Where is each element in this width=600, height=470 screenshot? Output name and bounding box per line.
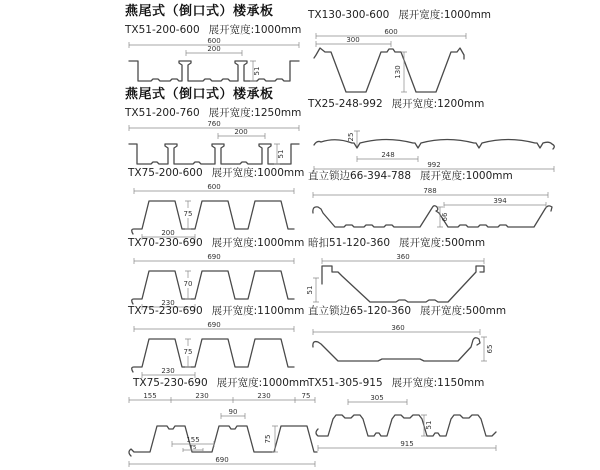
- profile-diagram-tx25-248-992: [308, 115, 568, 173]
- dim-overall-label: 690: [207, 253, 221, 261]
- width-label: 展开宽度:1000mm: [398, 9, 492, 21]
- model-line: [125, 105, 310, 120]
- dim-small-label: 75: [189, 445, 197, 451]
- panel-tx25-248-992: [308, 94, 593, 173]
- dim-pitch-label: 248: [381, 151, 395, 159]
- model-label: TX51-200-760: [125, 106, 200, 119]
- model-label: 暗扣51-120-360: [308, 237, 391, 249]
- dim-height-label: 70: [183, 280, 193, 288]
- panel-lockseam-66-394-788: [308, 166, 593, 239]
- model-line: [125, 22, 310, 37]
- model-line: [308, 96, 593, 111]
- dim-seg2-label: 230: [195, 392, 209, 400]
- panel-tx51-200-760: [125, 88, 310, 170]
- width-label: 展开宽度:1100mm: [211, 305, 305, 317]
- dim-seg4-label: 75: [301, 392, 311, 400]
- dimension-line: [129, 397, 315, 403]
- profile-diagram-tx75-230-690: [128, 321, 303, 381]
- width-label: 展开宽度:1000mm: [211, 237, 305, 249]
- dim-pitch-label: 200: [161, 229, 175, 237]
- dim-overall-label: 690: [207, 321, 221, 329]
- width-label: 展开宽度:500mm: [399, 237, 486, 249]
- panel-tx75-230-690: [128, 301, 308, 381]
- dim-overall-label: 600: [384, 28, 398, 36]
- model-line: [128, 303, 308, 318]
- width-label: 展开宽度:1000mm: [208, 23, 302, 36]
- profile-outline: [313, 338, 480, 361]
- dim-overall-label: 600: [207, 183, 221, 191]
- model-line: [308, 168, 593, 183]
- panel-tx130-300-600: [308, 5, 593, 100]
- dim-pitch-label: 305: [370, 394, 384, 402]
- dim-seg1-label: 155: [143, 392, 157, 400]
- model-label: TX25-248-992: [308, 98, 383, 110]
- profile-outline: [129, 61, 299, 81]
- model-label: TX75-230-690: [128, 305, 203, 317]
- dim-height-label: 51: [425, 420, 433, 430]
- model-label: TX130-300-600: [308, 9, 390, 21]
- width-label: 展开宽度:1200mm: [391, 98, 485, 110]
- dim-height-label: 25: [347, 132, 355, 142]
- profile-outline: [313, 206, 552, 227]
- model-label: TX51-200-600: [125, 23, 200, 36]
- panel-tx75-230-690-detail: [125, 373, 335, 470]
- width-label: 展开宽度:1000mm: [211, 167, 305, 179]
- model-label: 直立锁边65-120-360: [308, 305, 412, 317]
- profile-outline: [322, 266, 484, 302]
- dim-height-label: 130: [394, 65, 402, 79]
- profile-outline: [132, 339, 294, 372]
- dim-pitch-label: 200: [234, 127, 248, 136]
- dim-pitch-label: 230: [161, 299, 175, 307]
- profile-outline: [129, 426, 317, 456]
- profile-outline: [314, 48, 464, 92]
- model-label: TX51-305-915: [308, 377, 383, 389]
- model-label: TX75-230-690: [133, 377, 208, 389]
- width-label: 展开宽度:1000mm: [216, 377, 310, 389]
- width-label: 展开宽度:1000mm: [420, 170, 513, 182]
- panel-heading: 燕尾式（倒口式）楼承板: [125, 87, 274, 102]
- dim-height-label: 51: [306, 285, 314, 295]
- model-line: [308, 235, 593, 250]
- dim-height-label: 66: [441, 212, 449, 222]
- width-label: 展开宽度:1250mm: [208, 106, 302, 119]
- dim-height-label: 75: [183, 348, 193, 356]
- dim-overall-label: 788: [423, 187, 437, 195]
- profile-diagram-lockseam-65-120-360: [308, 323, 568, 375]
- profile-diagram-tx51-200-600: [125, 37, 305, 87]
- model-label: TX75-200-600: [128, 167, 203, 179]
- profile-diagram-tx51-305-915: [310, 392, 570, 464]
- model-line: [308, 375, 593, 390]
- panel-heading: 燕尾式（倒口式）楼承板: [125, 4, 274, 19]
- dim-overall-label: 360: [391, 324, 405, 332]
- dim-overall-label: 915: [400, 440, 414, 448]
- profile-diagram-tx75-230-690-detail: [125, 392, 325, 470]
- profile-outline: [132, 271, 294, 304]
- profile-outline: [132, 201, 294, 234]
- width-label: 展开宽度:500mm: [420, 305, 507, 317]
- panel-tx51-200-600: [125, 5, 310, 87]
- model-line: [128, 235, 308, 250]
- panel-concealed-51-120-360: [308, 233, 593, 310]
- dim-height-label: 65: [486, 344, 494, 354]
- model-line: [133, 375, 335, 390]
- dim-overall-label: 600: [207, 36, 221, 45]
- model-label: 直立锁边66-394-788: [308, 170, 412, 182]
- model-line: [308, 7, 593, 22]
- model-line: [308, 303, 593, 318]
- dim-height-label: 51: [277, 149, 285, 159]
- dim-height-label: 75: [183, 210, 193, 218]
- width-label: 展开宽度:1150mm: [391, 377, 485, 389]
- dim-pitch-label: 300: [346, 36, 360, 44]
- dim-pitch-label: 200: [207, 44, 221, 53]
- dim-half-label: 394: [493, 197, 507, 205]
- profile-outline: [316, 415, 496, 436]
- profile-diagram-tx130-300-600: [308, 28, 508, 100]
- dim-seg3-label: 230: [257, 392, 271, 400]
- panel-tx51-305-915: [308, 373, 593, 464]
- dim-overall-label: 760: [207, 119, 221, 128]
- dim-overall-label: 690: [215, 456, 229, 464]
- panel-lockseam-65-120-360: [308, 301, 593, 375]
- dim-ribbase-label: 155: [186, 436, 200, 444]
- model-line: [128, 165, 308, 180]
- dim-overall-label: 360: [396, 253, 410, 261]
- dim-overall-label: 992: [427, 161, 441, 169]
- profile-diagram-lockseam-66-394-788: [308, 187, 568, 239]
- model-label: TX70-230-690: [128, 237, 203, 249]
- dim-pitch-label: 230: [161, 367, 175, 375]
- dim-height-label: 51: [253, 66, 261, 76]
- dim-height-label: 75: [264, 434, 272, 444]
- panel-tx75-200-600: [128, 163, 308, 243]
- profile-outline: [129, 144, 299, 164]
- dim-ribtop-label: 90: [228, 408, 238, 416]
